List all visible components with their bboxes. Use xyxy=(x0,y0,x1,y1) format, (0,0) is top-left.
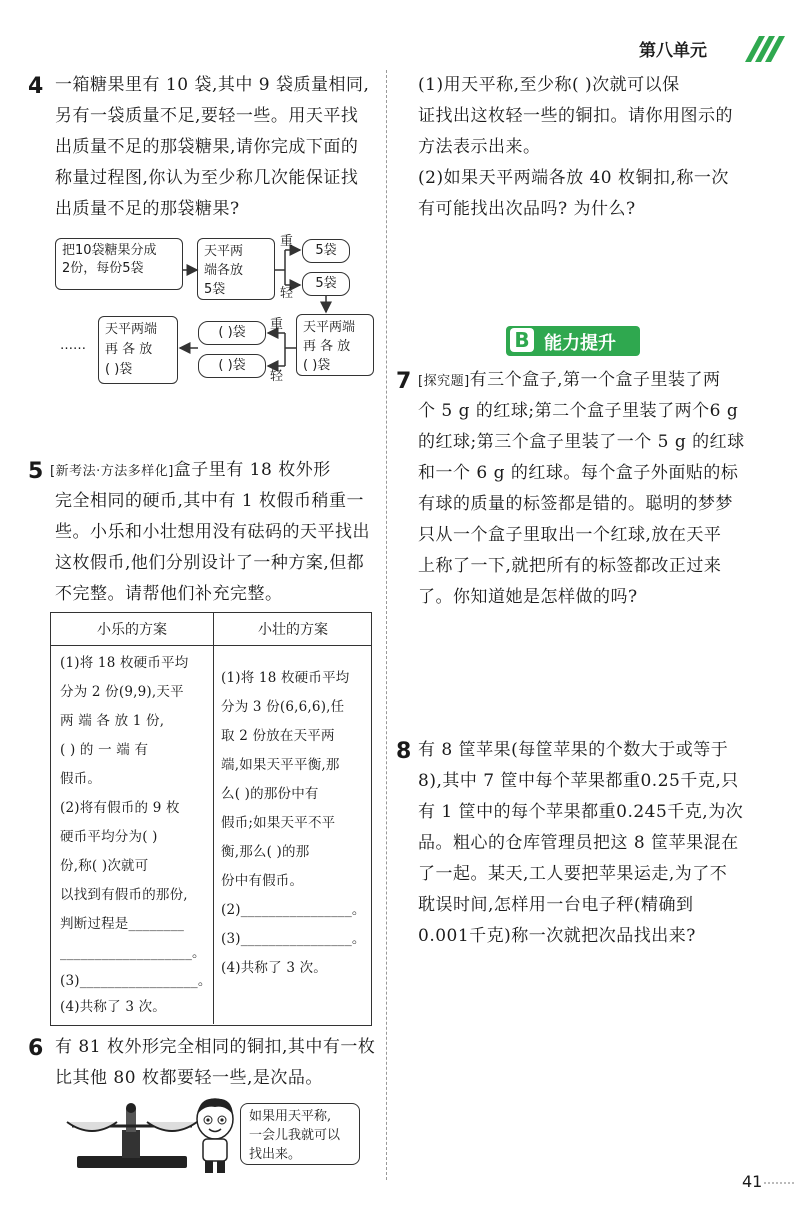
q8-line: 有 8 筐苹果(每筐苹果的个数大于或等于 xyxy=(418,740,729,760)
q5-first-line xyxy=(50,455,331,488)
q8-line: 了一起。某天,工人要把苹果运走,为了不 xyxy=(418,864,728,884)
plan-line: ___________________。 xyxy=(60,945,206,961)
q8-line: 耽误时间,怎样用一台电子秤(精确到 xyxy=(418,895,694,915)
unit-stripes-icon xyxy=(741,32,785,66)
bag-bottom-pill: 5袋 xyxy=(302,272,350,296)
plan-line: 分为 3 份(6,6,6),任 xyxy=(221,699,345,715)
section-b-title: 能力提升 xyxy=(544,333,616,354)
header-xiaole: 小乐的方案 xyxy=(97,622,167,638)
q4-line: 一箱糖果里有 10 袋,其中 9 袋质量相同, xyxy=(55,75,370,95)
plan-line: 取 2 份放在天平两 xyxy=(221,728,335,744)
column-divider xyxy=(386,70,387,1180)
q7-line: 个 5 g 的红球;第二个盒子里装了两个6 g xyxy=(418,401,739,421)
q4-line: 另有一袋质量不足,要轻一些。用天平找 xyxy=(55,106,359,126)
plan-line: 端,如果天平平衡,那 xyxy=(221,757,340,773)
q5-line: 些。小乐和小壮想用没有砝码的天平找出 xyxy=(55,522,370,542)
q8-line: 0.001千克)称一次就把次品找出来? xyxy=(418,926,696,946)
q7-tag: [探究题] xyxy=(418,374,470,389)
plan-line: 么( )的那份中有 xyxy=(221,786,319,802)
speech-line: 如果用天平称, xyxy=(249,1109,332,1124)
q5-line: 完全相同的硬币,其中有 1 枚假币稍重一 xyxy=(55,491,365,511)
start-line: 把10袋糖果分成 xyxy=(62,243,157,258)
q6-sub-line: 有可能找出次品吗? 为什么? xyxy=(418,199,636,219)
plan-line: 判断过程是________ xyxy=(60,916,185,932)
plan-line: (2)________________。 xyxy=(221,902,366,918)
speech-line: 一会儿我就可以 xyxy=(249,1128,341,1143)
step3-line: ( )袋 xyxy=(105,362,133,377)
plan-line: 分为 2 份(9,9),天平 xyxy=(60,684,184,700)
plan-line: 衡,那么( )的那 xyxy=(221,844,310,860)
plan-line: (1)将 18 枚硬币平均 xyxy=(60,655,189,671)
step3-line: 天平两端 xyxy=(105,322,158,337)
plan-line: (1)将 18 枚硬币平均 xyxy=(221,670,350,686)
light-label: 轻 xyxy=(270,369,284,384)
plan-line: 份中有假币。 xyxy=(221,873,304,889)
step3-line: 再 各 放 xyxy=(105,342,153,357)
plan-line: (3)_________________。 xyxy=(60,973,212,989)
step1-line: 5袋 xyxy=(204,282,226,297)
plan-line: (4)共称了 3 次。 xyxy=(221,960,327,976)
q8-line: 8),其中 7 筐中每个苹果都重0.25千克,只 xyxy=(418,771,739,791)
diagram-start-box xyxy=(55,238,183,290)
diagram-ellipsis: …… xyxy=(60,338,86,353)
q6-line: 有 81 枚外形完全相同的铜扣,其中有一枚 xyxy=(55,1037,376,1057)
section-b-banner xyxy=(506,326,640,356)
plan-line: 两 端 各 放 1 份, xyxy=(60,713,165,729)
step1-line: 端各放 xyxy=(204,263,244,278)
page-number-dots xyxy=(764,1182,794,1184)
q7-line: 的红球;第三个盒子里装了一个 5 g 的红球 xyxy=(418,432,745,452)
diagram-step3-box xyxy=(98,316,178,384)
diagram-step1-box xyxy=(197,238,275,300)
speech-line: 找出来。 xyxy=(249,1147,302,1162)
header-xiaozhuang: 小壮的方案 xyxy=(258,622,328,638)
q5-line: 盒子里有 18 枚外形 xyxy=(173,460,331,480)
blank-bag-top-pill: ( )袋 xyxy=(198,321,266,345)
question-6-number: 6 xyxy=(28,1036,44,1061)
blank-bag-bottom-pill: ( )袋 xyxy=(198,354,266,378)
unit-header xyxy=(625,32,785,68)
q7-line: 了。你知道她是怎样做的吗? xyxy=(418,587,638,607)
q5-line: 这枚假币,他们分别设计了一种方案,但都 xyxy=(55,553,365,573)
step2-line: ( )袋 xyxy=(303,358,331,373)
q6-sub-line: (2)如果天平两端各放 40 枚铜扣,称一次 xyxy=(418,168,729,188)
step2-line: 再 各 放 xyxy=(303,339,351,354)
plan-line: ( ) 的 一 端 有 xyxy=(60,742,149,758)
q6-sub-line: (1)用天平称,至少称( )次就可以保 xyxy=(418,75,680,95)
speech-bubble xyxy=(240,1103,360,1165)
plan-line: (2)将有假币的 9 枚 xyxy=(60,800,180,816)
heavy-label: 重 xyxy=(270,317,284,332)
step2-line: 天平两端 xyxy=(303,320,356,335)
q7-line: 和一个 6 g 的红球。每个盒子外面贴的标 xyxy=(418,463,739,483)
plan-line: (3)________________。 xyxy=(221,931,366,947)
question-8-number: 8 xyxy=(396,739,412,764)
plan-line: 假币。 xyxy=(60,771,102,787)
q5-line: 不完整。请帮他们补充完整。 xyxy=(55,584,283,604)
boy-character-icon xyxy=(192,1095,238,1175)
q7-line: 有三个盒子,第一个盒子里装了两 xyxy=(469,370,721,390)
plan-line: 硬币平均分为( ) xyxy=(60,829,158,845)
plan-line: 以找到有假币的那份, xyxy=(60,887,188,903)
q8-line: 有 1 筐中的每个苹果都重0.245千克,为次 xyxy=(418,802,744,822)
q6-line: 比其他 80 枚都要轻一些,是次品。 xyxy=(55,1068,323,1088)
q7-first-line xyxy=(418,365,721,398)
q4-line: 出质量不足的那袋糖果,请你完成下面的 xyxy=(55,137,359,157)
balance-scale-icon xyxy=(62,1100,202,1172)
q6-sub-line: 方法表示出来。 xyxy=(418,137,541,157)
plan-line: 假币;如果天平不平 xyxy=(221,815,336,831)
unit-title: 第八单元 xyxy=(639,41,707,61)
page-number: 41 xyxy=(742,1172,763,1191)
q7-line: 只从一个盒子里取出一个红球,放在天平 xyxy=(418,525,722,545)
question-7-number: 7 xyxy=(396,369,412,394)
start-line: 2份，每份5袋 xyxy=(62,261,144,276)
q6-sub-line: 证找出这枚轻一些的铜扣。请你用图示的 xyxy=(418,106,733,126)
heavy-label: 重 xyxy=(280,234,294,249)
bag-top-pill: 5袋 xyxy=(302,239,350,263)
step1-line: 天平两 xyxy=(204,244,244,259)
q5-tag: [新考法·方法多样化] xyxy=(50,464,174,479)
q8-line: 品。粗心的仓库管理员把这 8 筐苹果混在 xyxy=(418,833,739,853)
question-4-number: 4 xyxy=(28,74,44,99)
section-b-letter: B xyxy=(510,328,534,352)
q4-line: 称量过程图,你认为至少称几次能保证找 xyxy=(55,168,359,188)
q7-line: 有球的质量的标签都是错的。聪明的梦梦 xyxy=(418,494,733,514)
light-label: 轻 xyxy=(280,286,294,301)
q4-line: 出质量不足的那袋糖果? xyxy=(55,199,240,219)
plan-line: 份,称( )次就可 xyxy=(60,858,149,874)
table-col-divider xyxy=(213,613,214,1024)
q7-line: 上称了一下,就把所有的标签都改正过来 xyxy=(418,556,722,576)
plan-line: (4)共称了 3 次。 xyxy=(60,999,166,1015)
question-5-number: 5 xyxy=(28,459,44,484)
diagram-step2-box xyxy=(296,314,374,376)
